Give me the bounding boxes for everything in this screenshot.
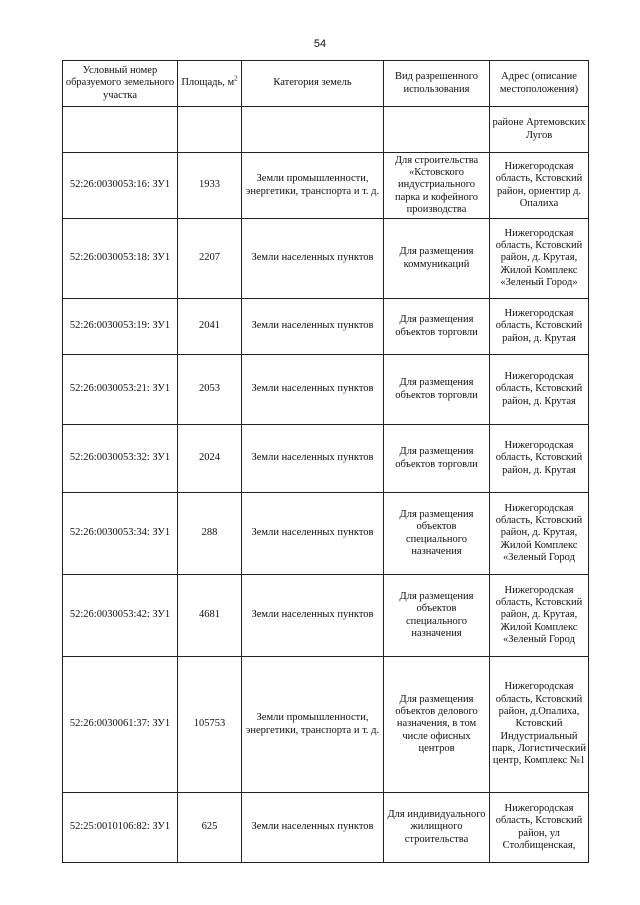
cell-category: Земли промышленности, энергетики, транспорта и т. д.: [242, 657, 384, 793]
header-land-category: Категория земель: [242, 61, 384, 107]
cell-category: Земли населенных пунктов: [242, 493, 384, 575]
cell-plot-id: 52:26:0030053:32: ЗУ1: [63, 425, 178, 493]
cell-use: Для строительства «Кстовского индустриального парка и кофейного производства: [384, 153, 490, 219]
cell-address: Нижегородская область, Кстовский район, д. Крутая, Жилой Комплекс «Зеленый Город: [490, 493, 589, 575]
cell-category: Земли населенных пунктов: [242, 793, 384, 863]
cell-use: Для размещения объектов делового назначения, в том числе офисных центров: [384, 657, 490, 793]
table-row: [63, 355, 589, 425]
cell-plot-id: 52:26:0030061:37: ЗУ1: [63, 657, 178, 793]
cell-category: [242, 107, 384, 153]
cell-plot-id: 52:25:0010106:82: ЗУ1: [63, 793, 178, 863]
header-area-unit-exponent: 2: [234, 74, 238, 83]
cell-address: районе Артемовских Лугов: [490, 107, 589, 153]
cell-area: 105753: [178, 657, 242, 793]
cell-address: Нижегородская область, Кстовский район, д. Крутая: [490, 355, 589, 425]
header-area: [178, 61, 242, 107]
page-number: 54: [313, 38, 327, 50]
cell-plot-id: 52:26:0030053:21: ЗУ1: [63, 355, 178, 425]
cell-use: Для индивидуального жилищного строительства: [384, 793, 490, 863]
table-row: [63, 657, 589, 793]
cell-area: 2053: [178, 355, 242, 425]
cell-area: 2041: [178, 299, 242, 355]
cell-plot-id: [63, 107, 178, 153]
table-row: [63, 793, 589, 863]
cell-plot-id: 52:26:0030053:34: ЗУ1: [63, 493, 178, 575]
cell-plot-id: 52:26:0030053:18: ЗУ1: [63, 219, 178, 299]
cell-area: 2024: [178, 425, 242, 493]
cell-category: Земли населенных пунктов: [242, 355, 384, 425]
table-row: [63, 299, 589, 355]
table-row: [63, 425, 589, 493]
cell-area: 625: [178, 793, 242, 863]
cell-use: Для размещения объектов торговли: [384, 299, 490, 355]
cell-category: Земли населенных пунктов: [242, 219, 384, 299]
cell-use: Для размещения объектов торговли: [384, 425, 490, 493]
table-row: [63, 219, 589, 299]
cell-address: Нижегородская область, Кстовский район, ориентир д. Опалиха: [490, 153, 589, 219]
header-address: Адрес (описание местоположения): [490, 61, 589, 107]
cell-plot-id: 52:26:0030053:42: ЗУ1: [63, 575, 178, 657]
table-row: [63, 107, 589, 153]
cell-use: [384, 107, 490, 153]
cell-address: Нижегородская область, Кстовский район, д. Крутая, Жилой Комплекс «Зеленый Город: [490, 575, 589, 657]
table-row: [63, 153, 589, 219]
cell-area: [178, 107, 242, 153]
table-header-row: [63, 61, 589, 107]
cell-area: 1933: [178, 153, 242, 219]
cell-use: Для размещения объектов торговли: [384, 355, 490, 425]
cell-address: Нижегородская область, Кстовский район, д. Крутая, Жилой Комплекс «Зеленый Город»: [490, 219, 589, 299]
cell-address: Нижегородская область, Кстовский район, д. Крутая: [490, 299, 589, 355]
cell-use: Для размещения коммуникаций: [384, 219, 490, 299]
cell-category: Земли населенных пунктов: [242, 575, 384, 657]
header-plot-id: Условный номер образуемого земельного участка: [63, 61, 178, 107]
cell-category: Земли промышленности, энергетики, транспорта и т. д.: [242, 153, 384, 219]
header-permitted-use: Вид разрешенного использования: [384, 61, 490, 107]
land-plots-table: [62, 60, 589, 863]
cell-area: 4681: [178, 575, 242, 657]
cell-use: Для размещения объектов специального назначения: [384, 575, 490, 657]
cell-category: Земли населенных пунктов: [242, 425, 384, 493]
cell-address: Нижегородская область, Кстовский район, д. Крутая: [490, 425, 589, 493]
header-area-label: Площадь, м: [181, 77, 235, 89]
cell-category: Земли населенных пунктов: [242, 299, 384, 355]
cell-use: Для размещения объектов специального назначения: [384, 493, 490, 575]
cell-plot-id: 52:26:0030053:19: ЗУ1: [63, 299, 178, 355]
cell-plot-id: 52:26:0030053:16: ЗУ1: [63, 153, 178, 219]
cell-area: 288: [178, 493, 242, 575]
table-row: [63, 493, 589, 575]
table-row: [63, 575, 589, 657]
cell-address: Нижегородская область, Кстовский район, ул Столбищенская,: [490, 793, 589, 863]
cell-area: 2207: [178, 219, 242, 299]
cell-address: Нижегородская область, Кстовский район, д.Опалиха, Кстовский Индустриальный парк, Логистический центр, Комплекс №1: [490, 657, 589, 793]
